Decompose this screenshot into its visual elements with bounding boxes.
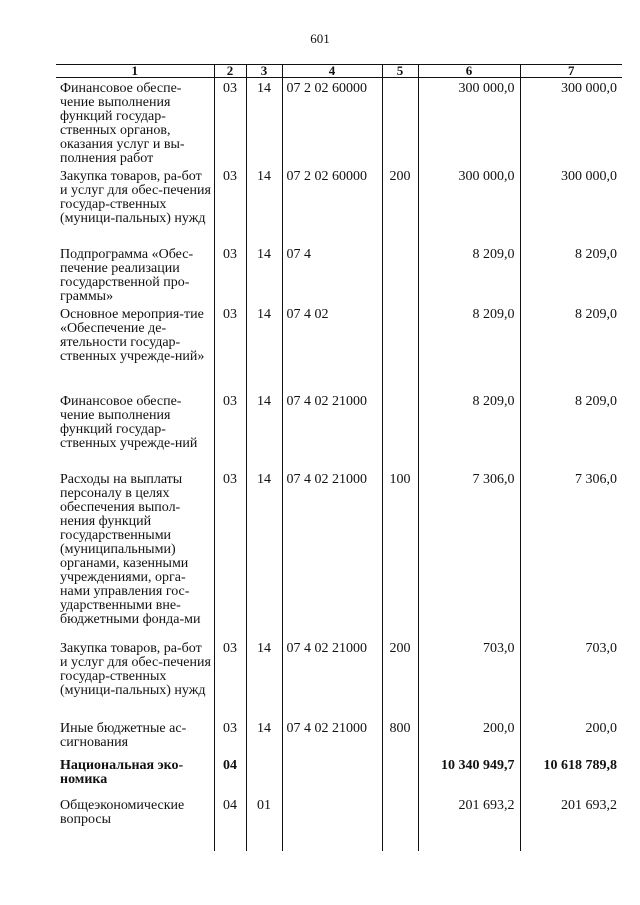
row-name: Финансовое обеспе-чение выполнения функций государ-ственных органов, оказания услуг и вы-полнения работ <box>56 78 214 167</box>
row-target-article: 07 4 02 <box>282 304 382 391</box>
row-section: 03 <box>214 469 246 638</box>
row-sum-year1: 10 340 949,7 <box>418 755 520 795</box>
row-sum-year1: 200,0 <box>418 718 520 755</box>
row-subsection: 14 <box>246 718 282 755</box>
row-target-article <box>282 795 382 851</box>
row-expense-type <box>382 795 418 851</box>
row-expense-type <box>382 304 418 391</box>
header-row <box>56 65 622 78</box>
row-section: 03 <box>214 304 246 391</box>
row-sum-year1: 201 693,2 <box>418 795 520 851</box>
row-sum-year2: 703,0 <box>520 638 622 718</box>
header-cell-target-article: 4 <box>282 65 382 78</box>
row-name: Расходы на выплаты персоналу в целях обеспечения выпол-нения функций государственными (муниципальными) органами, казенными учреждениями, орга-нами управления гос-ударственными вне-бюджетными фонда-ми <box>56 469 214 638</box>
table-row <box>56 304 622 391</box>
row-sum-year2: 8 209,0 <box>520 391 622 469</box>
row-section: 03 <box>214 244 246 304</box>
row-sum-year1: 703,0 <box>418 638 520 718</box>
header-cell-sum-year1: 6 <box>418 65 520 78</box>
row-expense-type <box>382 755 418 795</box>
row-expense-type <box>382 244 418 304</box>
row-sum-year2: 8 209,0 <box>520 304 622 391</box>
row-section: 03 <box>214 391 246 469</box>
row-sum-year1: 8 209,0 <box>418 304 520 391</box>
header-cell-sum-year2: 7 <box>520 65 622 78</box>
row-name: Общеэкономические вопросы <box>56 795 214 851</box>
row-sum-year2: 7 306,0 <box>520 469 622 638</box>
row-section: 03 <box>214 638 246 718</box>
row-expense-type: 100 <box>382 469 418 638</box>
row-target-article: 07 4 02 21000 <box>282 391 382 469</box>
table-row <box>56 469 622 638</box>
row-sum-year2: 201 693,2 <box>520 795 622 851</box>
row-name: Основное мероприя-тие «Обеспечение де-ятельности государ-ственных учрежде-ний» <box>56 304 214 391</box>
row-target-article: 07 4 02 21000 <box>282 469 382 638</box>
table-row <box>56 718 622 755</box>
row-name: Финансовое обеспе-чение выполнения функций государ-ственных учрежде-ний <box>56 391 214 469</box>
row-expense-type <box>382 391 418 469</box>
row-subsection: 14 <box>246 78 282 167</box>
budget-table <box>56 64 622 851</box>
table-row <box>56 755 622 795</box>
row-target-article: 07 4 <box>282 244 382 304</box>
row-name: Закупка товаров, ра-бот и услуг для обес-печения государ-ственных (муници-пальных) нужд <box>56 166 214 244</box>
row-sum-year2: 10 618 789,8 <box>520 755 622 795</box>
row-name: Закупка товаров, ра-бот и услуг для обес-печения государ-ственных (муници-пальных) нужд <box>56 638 214 718</box>
row-target-article <box>282 755 382 795</box>
row-subsection: 14 <box>246 469 282 638</box>
header-cell-section: 2 <box>214 65 246 78</box>
row-expense-type: 200 <box>382 638 418 718</box>
row-sum-year1: 8 209,0 <box>418 391 520 469</box>
row-section: 03 <box>214 166 246 244</box>
row-sum-year1: 7 306,0 <box>418 469 520 638</box>
row-target-article: 07 2 02 60000 <box>282 166 382 244</box>
row-sum-year2: 8 209,0 <box>520 244 622 304</box>
row-target-article: 07 4 02 21000 <box>282 718 382 755</box>
table-row <box>56 244 622 304</box>
row-expense-type <box>382 78 418 167</box>
row-sum-year1: 300 000,0 <box>418 78 520 167</box>
row-subsection: 14 <box>246 638 282 718</box>
row-subsection: 01 <box>246 795 282 851</box>
row-name: Иные бюджетные ас-сигнования <box>56 718 214 755</box>
row-subsection: 14 <box>246 166 282 244</box>
table-row <box>56 78 622 167</box>
table-row <box>56 638 622 718</box>
row-sum-year1: 8 209,0 <box>418 244 520 304</box>
row-target-article: 07 4 02 21000 <box>282 638 382 718</box>
row-expense-type: 200 <box>382 166 418 244</box>
table-row <box>56 391 622 469</box>
row-expense-type: 800 <box>382 718 418 755</box>
row-subsection: 14 <box>246 244 282 304</box>
table-row <box>56 795 622 851</box>
row-subsection: 14 <box>246 391 282 469</box>
row-section: 03 <box>214 78 246 167</box>
page-number: 601 <box>310 31 330 46</box>
row-section: 04 <box>214 755 246 795</box>
header-cell-subsection: 3 <box>246 65 282 78</box>
row-sum-year2: 300 000,0 <box>520 166 622 244</box>
row-section: 04 <box>214 795 246 851</box>
header-cell-name: 1 <box>56 65 214 78</box>
row-sum-year1: 300 000,0 <box>418 166 520 244</box>
row-target-article: 07 2 02 60000 <box>282 78 382 167</box>
row-section: 03 <box>214 718 246 755</box>
table-row <box>56 166 622 244</box>
row-subsection <box>246 755 282 795</box>
row-name: Подпрограмма «Обес-печение реализации государственной про-граммы» <box>56 244 214 304</box>
header-cell-expense-type: 5 <box>382 65 418 78</box>
row-sum-year2: 200,0 <box>520 718 622 755</box>
row-name: Национальная эко-номика <box>56 755 214 795</box>
row-subsection: 14 <box>246 304 282 391</box>
row-sum-year2: 300 000,0 <box>520 78 622 167</box>
